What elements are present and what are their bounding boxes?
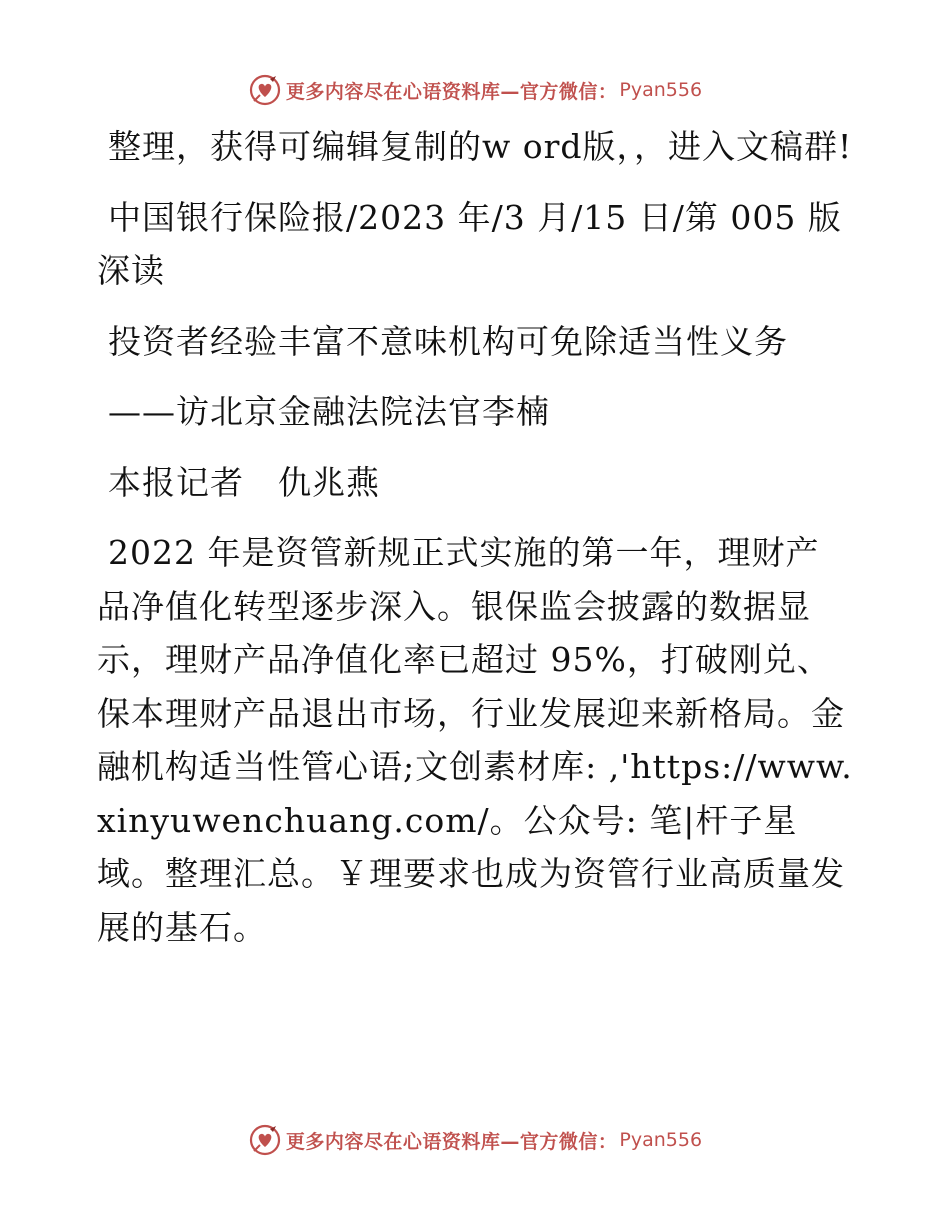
watermark-text: 更多内容尽在心语资料库—官方微信： — [285, 80, 618, 103]
article-subtitle: ——访北京金融法院法官李楠 — [108, 392, 550, 431]
reporter-line: 本报记者 仇兆燕 — [108, 462, 380, 502]
watermark-contact: Pyan556 — [619, 1129, 703, 1151]
source-line: 中国银行保险报/2023 年/3 月/15 日/第 005 版深读 — [97, 197, 842, 290]
document-body — [97, 120, 853, 954]
watermark-text: 更多内容尽在心语资料库—官方微信： — [285, 1130, 618, 1153]
heart-pen-icon — [248, 1123, 282, 1157]
heart-pen-icon — [248, 73, 282, 107]
header-watermark — [0, 70, 950, 110]
footer-watermark — [0, 1120, 950, 1160]
intro-paragraph: 整理，获得可编辑复制的w ord版，，进入文稿群! — [108, 127, 853, 166]
article-title: 投资者经验丰富不意味机构可免除适当性义务 — [108, 321, 788, 361]
watermark-contact: Pyan556 — [619, 79, 703, 101]
body-paragraph: 2022 年是资管新规正式实施的第一年，理财产品净值化转型逐步深入。银保监会披露的数据显示，理财产品净值化率已超过 95%，打破刚兑、保本理财产品退出市场，行业发展迎来新格局。金融机构适当性管心语;文创素材库: ,'https://www.xinyuwenchuang.com/。公众号: 笔|杆子星域。整理汇总。￥理要求也成为资管行业高质量发展的基石。 — [97, 533, 853, 947]
